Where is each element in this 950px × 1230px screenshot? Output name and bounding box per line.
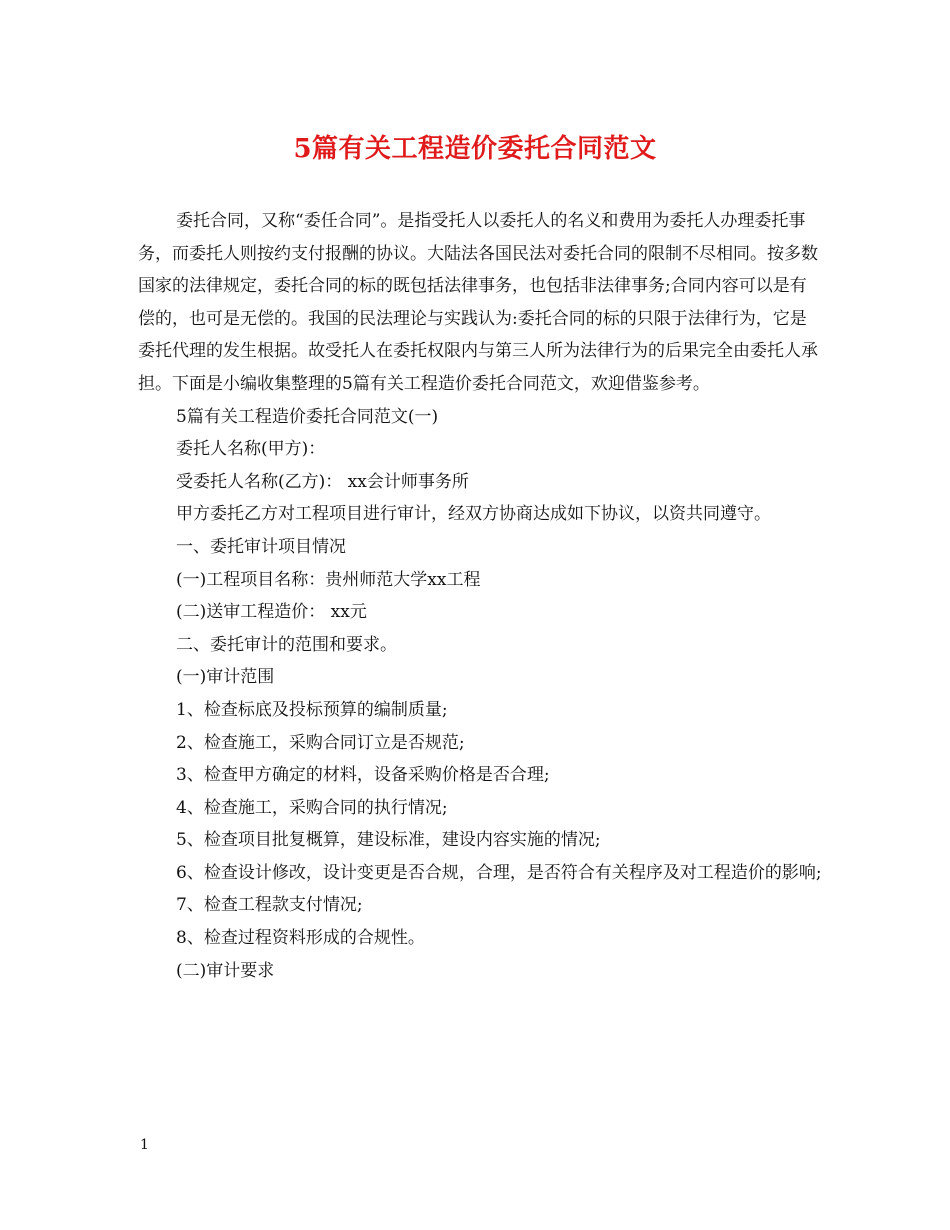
agreement-line: 甲方委托乙方对工程项目进行审计，经双方协商达成如下协议，以资共同遵守。 [176,504,771,525]
document-body [138,205,822,987]
audit-requirements-heading: (二)审计要求 [176,960,275,981]
page-number: 1 [140,1137,149,1153]
list-item: 1、检查标底及投标预算的编制质量; [176,699,448,720]
contract-heading: 5篇有关工程造价委托合同范文(一) [176,406,439,427]
list-item: 8、检查过程资料形成的合规性。 [176,928,425,949]
list-item: 2、检查施工，采购合同订立是否规范; [176,732,465,753]
party-a-line: 委托人名称(甲方)： [176,439,326,460]
project-cost-line: (二)送审工程造价： xx元 [176,602,367,623]
section-one-heading: 一、委托审计项目情况 [176,536,346,557]
list-item: 7、检查工程款支付情况; [176,895,363,916]
intro-paragraph: 委托合同，又称“委任合同”。是指受托人以委托人的名义和费用为委托人办理委托事务，而委托人则按约支付报酬的协议。大陆法各国民法对委托合同的限制不尽相同。按多数国家的法律规定，委托合同的标的既包括法律事务，也包括非法律事务;合同内容可以是有偿的，也可是无偿的。我国的民法理论与实践认为:委托合同的标的只限于法律行为，它是委托代理的发生根据。故受托人在委托权限内与第三人所为法律行为的后果完全由委托人承担。下面是小编收集整理的5篇有关工程造价委托合同范文，欢迎借鉴参考。 [138,211,818,394]
list-item: 5、检查项目批复概算，建设标准，建设内容实施的情况; [176,830,601,851]
party-b-line: 受委托人名称(乙方)： xx会计师事务所 [176,471,469,492]
project-name-line: (一)工程项目名称：贵州师范大学xx工程 [176,569,481,590]
document-title: 5篇有关工程造价委托合同范文 [293,134,657,164]
list-item: 4、检查施工，采购合同的执行情况; [176,797,448,818]
list-item: 3、检查甲方确定的材料，设备采购价格是否合理; [176,765,550,786]
audit-scope-heading: (一)审计范围 [176,667,275,688]
list-item: 6、检查设计修改，设计变更是否合规，合理，是否符合有关程序及对工程造价的影响; [176,862,822,883]
section-two-heading: 二、委托审计的范围和要求。 [176,634,397,655]
